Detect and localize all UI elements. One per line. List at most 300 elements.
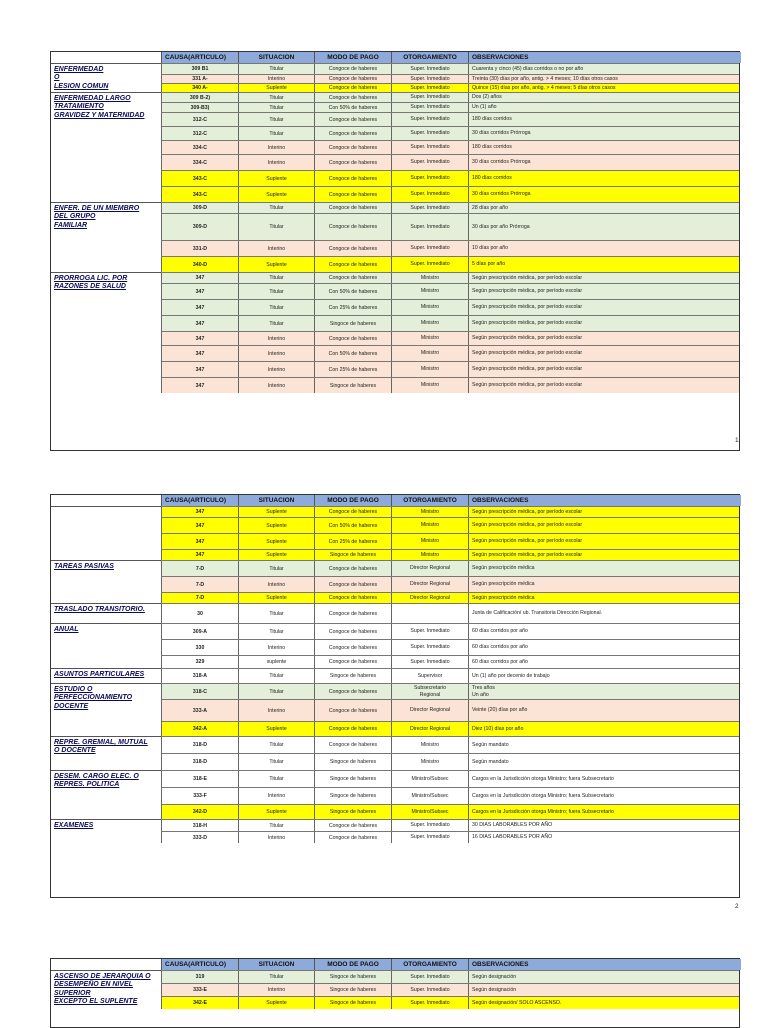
category-label: TRASLADO TRANSITORIO. [51, 603, 161, 623]
otorgamiento-cell: Director Regional [391, 700, 468, 721]
table-row [161, 74, 739, 83]
causa-cell: 331-D [161, 241, 238, 256]
otorgamiento-cell: Super. Inmediato [391, 171, 468, 186]
modo-pago-cell: Congoce de haberes [314, 155, 391, 170]
situacion-cell: Titular [238, 771, 314, 787]
otorgamiento-cell: Ministro [391, 550, 468, 560]
causa-cell: 347 [161, 346, 238, 361]
modo-pago-cell: Congoce de haberes [314, 171, 391, 186]
table-row [161, 140, 739, 154]
table-row [161, 668, 739, 683]
modo-pago-cell: Congoce de haberes [314, 624, 391, 639]
causa-cell: 318-C [161, 684, 238, 699]
modo-pago-cell: Singoce de haberes [314, 805, 391, 819]
modo-pago-cell: Congoce de haberes [314, 593, 391, 603]
causa-cell: 312-C [161, 127, 238, 140]
modo-pago-cell: Congoce de haberes [314, 127, 391, 140]
observaciones-cell: Según prescripción médica, por período escolar [468, 300, 739, 315]
observaciones-cell: Según prescripción médica [468, 593, 739, 603]
situacion-cell: Interino [238, 378, 314, 393]
license-table [50, 958, 740, 1028]
modo-pago-cell: Congoce de haberes [314, 273, 391, 283]
observaciones-cell: Treinta (30) días por año, antig. > 4 meses; 10 días otros casos [468, 75, 739, 83]
modo-pago-cell: Congoce de haberes [314, 187, 391, 202]
causa-cell: 333-A [161, 700, 238, 721]
otorgamiento-cell: Super. Inmediato [391, 241, 468, 256]
causa-cell: 343-C [161, 187, 238, 202]
observaciones-cell: Según prescripción médica, por período escolar [468, 378, 739, 393]
observaciones-cell: 10 días por año [468, 241, 739, 256]
otorgamiento-cell: Ministro [391, 300, 468, 315]
modo-pago-cell: Congoce de haberes [314, 84, 391, 92]
causa-cell: 334-C [161, 155, 238, 170]
category-label: ENFER. DE UN MIEMBRO DEL GRUPO FAMILIAR [51, 202, 161, 272]
situacion-cell: Titular [238, 737, 314, 753]
causa-cell: 30 [161, 604, 238, 623]
otorgamiento-cell: Super. Inmediato [391, 141, 468, 154]
observaciones-cell: Cuarenta y cinco (45) días corridos o no por año [468, 64, 739, 74]
situacion-cell: Titular [238, 684, 314, 699]
modo-pago-cell: Con 25% de haberes [314, 362, 391, 377]
situacion-cell: Interino [238, 788, 314, 804]
causa-cell: 347 [161, 316, 238, 331]
situacion-cell: Interino [238, 832, 314, 843]
situacion-cell: Titular [238, 214, 314, 240]
modo-pago-cell: Congoce de haberes [314, 203, 391, 213]
table-row [161, 970, 739, 983]
observaciones-cell: 5 días por año [468, 257, 739, 272]
situacion-cell: Titular [238, 604, 314, 623]
situacion-cell: Interino [238, 362, 314, 377]
otorgamiento-cell: Super. Inmediato [391, 203, 468, 213]
table-row [161, 623, 739, 639]
table-row [161, 983, 739, 996]
header-causa: CAUSA(ARTICULO) [161, 52, 238, 63]
causa-cell: 319 [161, 971, 238, 983]
table-header [51, 52, 739, 63]
modo-pago-cell: Con 50% de haberes [314, 284, 391, 299]
modo-pago-cell: Singoce de haberes [314, 316, 391, 331]
causa-cell: 340 A- [161, 84, 238, 92]
situacion-cell: Suplente [238, 534, 314, 549]
category-label: ENFERMEDAD O LESION COMUN [51, 63, 161, 92]
table-row [161, 655, 739, 668]
causa-cell: 334-C [161, 141, 238, 154]
observaciones-cell: 60 días corridos por año [468, 640, 739, 655]
otorgamiento-cell: Super. Inmediato [391, 971, 468, 983]
situacion-cell: Titular [238, 820, 314, 831]
table-row [161, 770, 739, 787]
situacion-cell: Interino [238, 700, 314, 721]
otorgamiento-cell: Super. Inmediato [391, 127, 468, 140]
causa-cell: 340-D [161, 257, 238, 272]
table-row [161, 787, 739, 804]
otorgamiento-cell: Super. Inmediato [391, 624, 468, 639]
otorgamiento-cell: Super. Inmediato [391, 103, 468, 112]
table-row [161, 361, 739, 377]
header-observaciones: OBSERVACIONES [468, 495, 741, 506]
observaciones-cell: Según prescripción médica, por período escolar [468, 550, 739, 560]
otorgamiento-cell: Super. Inmediato [391, 84, 468, 92]
causa-cell: 342-E [161, 997, 238, 1009]
modo-pago-cell: Congoce de haberes [314, 832, 391, 843]
otorgamiento-cell: Super. Inmediato [391, 93, 468, 102]
modo-pago-cell: Congoce de haberes [314, 241, 391, 256]
observaciones-cell: 180 días corridos [468, 141, 739, 154]
header-observaciones: OBSERVACIONES [468, 959, 741, 970]
observaciones-cell: Según prescripción médica [468, 561, 739, 576]
otorgamiento-cell: Supervisor [391, 669, 468, 683]
table-row [161, 721, 739, 736]
causa-cell: 333-D [161, 832, 238, 843]
modo-pago-cell: Congoce de haberes [314, 737, 391, 753]
license-table [50, 494, 740, 898]
situacion-cell: suplente [238, 656, 314, 668]
modo-pago-cell: Congoce de haberes [314, 820, 391, 831]
table-row [161, 576, 739, 592]
causa-cell: 318-E [161, 771, 238, 787]
modo-pago-cell: Congoce de haberes [314, 700, 391, 721]
table-row [161, 819, 739, 831]
observaciones-cell: Según mandato [468, 737, 739, 753]
category-label: TAREAS PASIVAS [51, 560, 161, 603]
modo-pago-cell: Singoce de haberes [314, 971, 391, 983]
header-causa: CAUSA(ARTICULO) [161, 495, 238, 506]
table-row [161, 683, 739, 699]
modo-pago-cell: Singoce de haberes [314, 788, 391, 804]
modo-pago-cell: Singoce de haberes [314, 997, 391, 1009]
causa-cell: 7-D [161, 593, 238, 603]
otorgamiento-cell: Super. Inmediato [391, 820, 468, 831]
causa-cell: 7-D [161, 561, 238, 576]
observaciones-cell: Según prescripción médica, por período escolar [468, 316, 739, 331]
observaciones-cell: Según designación [468, 984, 739, 996]
otorgamiento-cell: Super. Inmediato [391, 640, 468, 655]
otorgamiento-cell: Ministro [391, 378, 468, 393]
otorgamiento-cell: Ministro [391, 346, 468, 361]
observaciones-cell: Un (1) año por decenio de trabajo [468, 669, 739, 683]
otorgamiento-cell: Ministro [391, 332, 468, 345]
observaciones-cell: 180 días corridos [468, 113, 739, 126]
observaciones-cell: Quince (15) días por año, antig. > 4 meses; 5 días otros casos [468, 84, 739, 92]
table-row [161, 112, 739, 126]
causa-cell: 347 [161, 300, 238, 315]
category-label: ANUAL [51, 623, 161, 668]
causa-cell: 347 [161, 362, 238, 377]
otorgamiento-cell: Director Regional [391, 722, 468, 736]
situacion-cell: Suplente [238, 84, 314, 92]
situacion-cell: Titular [238, 284, 314, 299]
situacion-cell: Suplente [238, 507, 314, 517]
observaciones-cell: 30 días por año Prórroga [468, 214, 739, 240]
table-row [161, 299, 739, 315]
situacion-cell: Titular [238, 971, 314, 983]
table-row [161, 592, 739, 603]
observaciones-cell: Según prescripción médica, por período escolar [468, 332, 739, 345]
observaciones-cell: 30 días corridos Prórroga [468, 127, 739, 140]
table-row [161, 377, 739, 393]
situacion-cell: Suplente [238, 257, 314, 272]
modo-pago-cell: Congoce de haberes [314, 214, 391, 240]
otorgamiento-cell: Super. Inmediato [391, 113, 468, 126]
observaciones-cell: 180 días corridos [468, 171, 739, 186]
page-number: 2 [735, 903, 739, 910]
situacion-cell: Interino [238, 332, 314, 345]
table-header [51, 495, 739, 506]
table-row [161, 213, 739, 240]
situacion-cell: Interino [238, 577, 314, 592]
modo-pago-cell: Singoce de haberes [314, 378, 391, 393]
causa-cell: 309-D [161, 214, 238, 240]
category-label: ENFERMEDAD LARGO TRATAMIENTO GRAVIDEZ Y MATERNIDAD [51, 92, 161, 202]
otorgamiento-cell: Super. Inmediato [391, 214, 468, 240]
table-row [161, 154, 739, 170]
table-row [161, 753, 739, 770]
header-otorgamiento: OTORGAMIENTO [391, 959, 468, 970]
situacion-cell: Suplente [238, 593, 314, 603]
situacion-cell: Suplente [238, 997, 314, 1009]
otorgamiento-cell: Ministro [391, 737, 468, 753]
table-row [161, 256, 739, 272]
causa-cell: 342-D [161, 805, 238, 819]
situacion-cell: Interino [238, 984, 314, 996]
modo-pago-cell: Singoce de haberes [314, 669, 391, 683]
table-row [161, 331, 739, 345]
otorgamiento-cell: Ministro/Subsec [391, 788, 468, 804]
otorgamiento-cell: Ministro/Subsec [391, 771, 468, 787]
causa-cell: 318-D [161, 737, 238, 753]
modo-pago-cell: Congoce de haberes [314, 75, 391, 83]
causa-cell: 312-C [161, 113, 238, 126]
header-otorgamiento: OTORGAMIENTO [391, 495, 468, 506]
causa-cell: 309-B3) [161, 103, 238, 112]
observaciones-cell: Según prescripción médica, por período escolar [468, 284, 739, 299]
situacion-cell: Titular [238, 203, 314, 213]
table-row [161, 186, 739, 202]
modo-pago-cell: Singoce de haberes [314, 984, 391, 996]
otorgamiento-cell [391, 604, 468, 623]
otorgamiento-cell: Super. Inmediato [391, 984, 468, 996]
causa-cell: 309 B-2) [161, 93, 238, 102]
situacion-cell: Titular [238, 754, 314, 770]
modo-pago-cell: Congoce de haberes [314, 604, 391, 623]
situacion-cell: Interino [238, 75, 314, 83]
causa-cell: 330 [161, 640, 238, 655]
observaciones-cell: Según prescripción médica, por período escolar [468, 273, 739, 283]
modo-pago-cell: Congoce de haberes [314, 93, 391, 102]
modo-pago-cell: Con 50% de haberes [314, 103, 391, 112]
situacion-cell: Interino [238, 141, 314, 154]
category-label: EXAMENES [51, 819, 161, 843]
header-situacion: SITUACION [238, 959, 314, 970]
category-label: PRORROGA LIC. POR RAZONES DE SALUD [51, 272, 161, 393]
modo-pago-cell: Singoce de haberes [314, 771, 391, 787]
table-header [51, 959, 739, 970]
table-row [161, 603, 739, 623]
situacion-cell: Interino [238, 241, 314, 256]
modo-pago-cell: Congoce de haberes [314, 141, 391, 154]
otorgamiento-cell: Director Regional [391, 577, 468, 592]
observaciones-cell: 30 días corridos Prórroga [468, 155, 739, 170]
observaciones-cell: Cargos en la Jurisdicción otorga Ministro; fuera Subsecretario [468, 771, 739, 787]
situacion-cell: Titular [238, 273, 314, 283]
observaciones-cell: Cargos en la Jurisdicción otorga Ministro; fuera Subsecretario [468, 788, 739, 804]
causa-cell: 347 [161, 550, 238, 560]
table-row [161, 315, 739, 331]
observaciones-cell: 30 días corridos Prórroga [468, 187, 739, 202]
otorgamiento-cell: Super. Inmediato [391, 187, 468, 202]
modo-pago-cell: Con 25% de haberes [314, 300, 391, 315]
otorgamiento-cell: Subsecretario Regional [391, 684, 468, 699]
causa-cell: 7-D [161, 577, 238, 592]
causa-cell: 347 [161, 507, 238, 517]
causa-cell: 347 [161, 284, 238, 299]
observaciones-cell: Según designación/ SOLO ASCENSO. [468, 997, 739, 1009]
header-situacion: SITUACION [238, 495, 314, 506]
otorgamiento-cell: Ministro [391, 534, 468, 549]
observaciones-cell: Según prescripción médica [468, 577, 739, 592]
causa-cell: 309-D [161, 203, 238, 213]
otorgamiento-cell: Super. Inmediato [391, 832, 468, 843]
license-table [50, 51, 740, 451]
category-label: ASUNTOS PARTICULARES [51, 668, 161, 683]
situacion-cell: Interino [238, 640, 314, 655]
otorgamiento-cell: Super. Inmediato [391, 997, 468, 1009]
otorgamiento-cell: Ministro [391, 284, 468, 299]
situacion-cell: Titular [238, 127, 314, 140]
causa-cell: 318-A [161, 669, 238, 683]
table-row [161, 272, 739, 283]
situacion-cell: Titular [238, 64, 314, 74]
otorgamiento-cell: Super. Inmediato [391, 257, 468, 272]
causa-cell: 347 [161, 378, 238, 393]
modo-pago-cell: Congoce de haberes [314, 113, 391, 126]
situacion-cell: Titular [238, 316, 314, 331]
situacion-cell: Titular [238, 103, 314, 112]
causa-cell: 342-A [161, 722, 238, 736]
situacion-cell: Titular [238, 624, 314, 639]
situacion-cell: Titular [238, 113, 314, 126]
observaciones-cell: 16 DIAS LABORABLES POR AÑO [468, 832, 739, 843]
situacion-cell: Titular [238, 669, 314, 683]
table-row [161, 63, 739, 74]
otorgamiento-cell: Super. Inmediato [391, 656, 468, 668]
header-modo: MODO DE PAGO [314, 959, 391, 970]
observaciones-cell: Dos (2) años [468, 93, 739, 102]
observaciones-cell: Tres años Un año [468, 684, 739, 699]
observaciones-cell: Junta de Calificación/ ub. Transitoria Dirección Regional. [468, 604, 739, 623]
table-row [161, 804, 739, 819]
otorgamiento-cell: Ministro [391, 754, 468, 770]
modo-pago-cell: Congoce de haberes [314, 577, 391, 592]
table-row [161, 92, 739, 102]
causa-cell: 333-E [161, 984, 238, 996]
situacion-cell: Suplente [238, 187, 314, 202]
table-row [161, 240, 739, 256]
modo-pago-cell: Con 50% de haberes [314, 518, 391, 533]
category-label: ASCENSO DE JERARQUIA O DESEMPEÑO EN NIVEL SUPERIOR EXCEPTO EL SUPLENTE [51, 970, 161, 1009]
otorgamiento-cell: Ministro [391, 316, 468, 331]
table-row [161, 506, 739, 517]
table-row [161, 202, 739, 213]
observaciones-cell: Según prescripción médica, por período escolar [468, 534, 739, 549]
modo-pago-cell: Congoce de haberes [314, 257, 391, 272]
table-row [161, 549, 739, 560]
modo-pago-cell: Congoce de haberes [314, 684, 391, 699]
otorgamiento-cell: Super. Inmediato [391, 75, 468, 83]
table-row [161, 517, 739, 533]
table-row [161, 639, 739, 655]
causa-cell: 318-H [161, 820, 238, 831]
header-otorgamiento: OTORGAMIENTO [391, 52, 468, 63]
otorgamiento-cell: Director Regional [391, 593, 468, 603]
modo-pago-cell: Congoce de haberes [314, 722, 391, 736]
modo-pago-cell: Congoce de haberes [314, 507, 391, 517]
situacion-cell: Titular [238, 93, 314, 102]
table-row [161, 345, 739, 361]
observaciones-cell: Un (1) año [468, 103, 739, 112]
causa-cell: 347 [161, 518, 238, 533]
observaciones-cell: Veinte (20) días por año [468, 700, 739, 721]
modo-pago-cell: Congoce de haberes [314, 640, 391, 655]
causa-cell: 347 [161, 332, 238, 345]
observaciones-cell: Según mandato [468, 754, 739, 770]
causa-cell: 333-F [161, 788, 238, 804]
otorgamiento-cell: Ministro [391, 518, 468, 533]
observaciones-cell: Cargos en la Jurisdicción otorga Ministro; fuera Subsecretario [468, 805, 739, 819]
situacion-cell: Titular [238, 561, 314, 576]
situacion-cell: Suplente [238, 550, 314, 560]
causa-cell: 347 [161, 273, 238, 283]
modo-pago-cell: Con 25% de haberes [314, 534, 391, 549]
otorgamiento-cell: Ministro/Subsec [391, 805, 468, 819]
causa-cell: 309-A [161, 624, 238, 639]
modo-pago-cell: Singoce de haberes [314, 754, 391, 770]
table-row [161, 283, 739, 299]
causa-cell: 318-D [161, 754, 238, 770]
modo-pago-cell: Congoce de haberes [314, 64, 391, 74]
otorgamiento-cell: Director Regional [391, 561, 468, 576]
header-modo: MODO DE PAGO [314, 52, 391, 63]
causa-cell: 343-C [161, 171, 238, 186]
otorgamiento-cell: Ministro [391, 273, 468, 283]
observaciones-cell: Según prescripción médica, por período escolar [468, 507, 739, 517]
category-label: REPRE. GREMIAL, MUTUAL O DOCENTE [51, 736, 161, 770]
situacion-cell: Suplente [238, 805, 314, 819]
page-number: 1 [735, 437, 739, 444]
table-row [161, 126, 739, 140]
observaciones-cell: 30 DIAS LABORABLES POR AÑO [468, 820, 739, 831]
situacion-cell: Interino [238, 155, 314, 170]
header-causa: CAUSA(ARTICULO) [161, 959, 238, 970]
otorgamiento-cell: Ministro [391, 507, 468, 517]
situacion-cell: Suplente [238, 171, 314, 186]
category-label [51, 506, 161, 560]
table-row [161, 83, 739, 92]
causa-cell: 331 A- [161, 75, 238, 83]
modo-pago-cell: Congoce de haberes [314, 332, 391, 345]
causa-cell: 309 B1 [161, 64, 238, 74]
table-row [161, 102, 739, 112]
observaciones-cell: 60 días corridos por año [468, 624, 739, 639]
situacion-cell: Suplente [238, 518, 314, 533]
causa-cell: 329 [161, 656, 238, 668]
modo-pago-cell: Singoce de haberes [314, 550, 391, 560]
observaciones-cell: Según prescripción médica, por período escolar [468, 362, 739, 377]
otorgamiento-cell: Ministro [391, 362, 468, 377]
table-row [161, 533, 739, 549]
table-row [161, 996, 739, 1009]
